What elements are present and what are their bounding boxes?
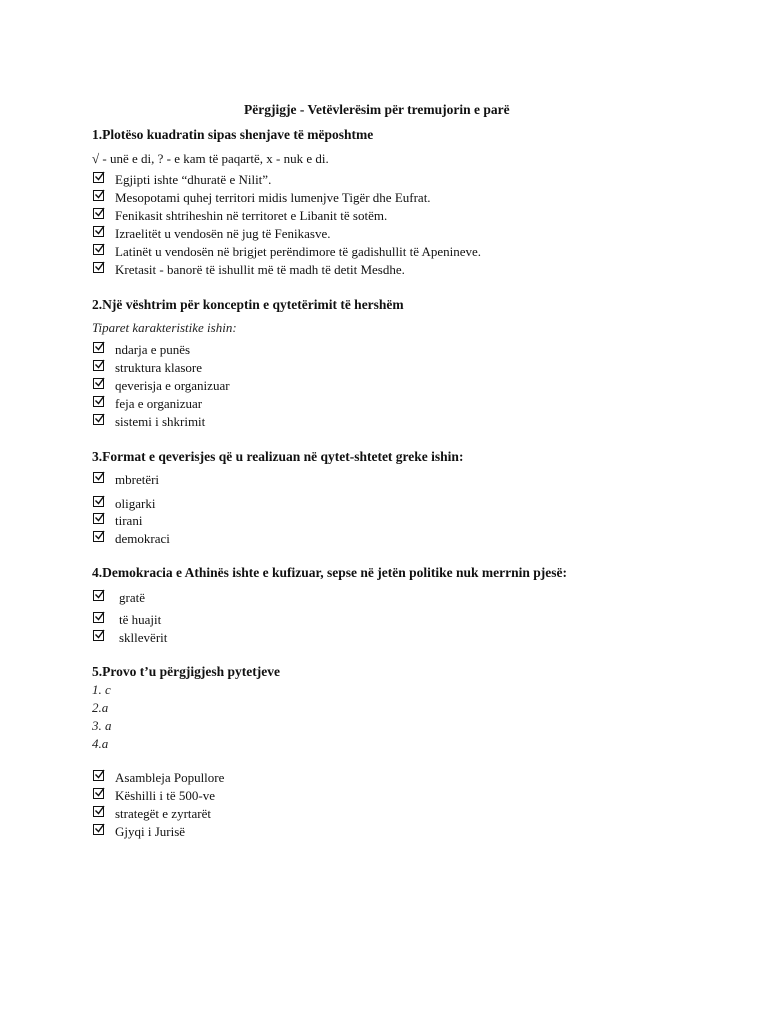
section-4-heading: 4.Demokracia e Athinës ishte e kufizuar, sepse në jetën politike nuk merrnin pjesë: (92, 565, 567, 580)
list-item (93, 413, 205, 430)
list-item-label: qeverisja e organizuar (115, 377, 230, 393)
list-item (93, 341, 190, 358)
checked-box-icon (93, 824, 104, 835)
list-item (93, 769, 224, 786)
list-item (93, 530, 170, 547)
checked-box-icon (93, 806, 104, 817)
section-2-heading: 2.Një vështrim për konceptin e qytetërimit të hershëm (92, 297, 404, 312)
checked-box-icon (93, 396, 104, 407)
checked-box-icon (93, 190, 104, 201)
list-item-label: ndarja e punës (115, 341, 191, 357)
section-1-legend: √ - unë e di, ? - e kam të paqartë, x - nuk e di. (92, 151, 329, 166)
checked-box-icon (93, 226, 104, 237)
list-item-label: mbretëri (115, 471, 160, 487)
checked-box-icon (93, 262, 104, 273)
list-item (93, 823, 185, 840)
list-item (93, 359, 202, 376)
list-item-label: sistemi i shkrimit (115, 413, 206, 429)
list-item-label: Këshilli i të 500-ve (115, 787, 216, 803)
list-item-label: Latinët u vendosën në brigjet perëndimore të gadishullit të Apenineve. (115, 243, 482, 259)
list-item (93, 611, 161, 628)
answer-line: 4.a (92, 736, 109, 751)
list-item-label: Gjyqi i Jurisë (115, 823, 186, 839)
list-item-label: tirani (115, 512, 143, 528)
list-item-label: Mesopotami quhej territori midis lumenjve Tigër dhe Eufrat. (115, 189, 431, 205)
list-item-label: Izraelitët u vendosën në jug të Fenikasve. (115, 225, 331, 241)
list-item (93, 171, 271, 188)
list-item (93, 395, 202, 412)
checked-box-icon (93, 208, 104, 219)
list-item-label: skllevërit (119, 629, 168, 645)
list-item-label: strategët e zyrtarët (115, 805, 211, 821)
checked-box-icon (93, 630, 104, 641)
list-item (93, 471, 159, 488)
list-item-label: Fenikasit shtriheshin në territoret e Libanit të sotëm. (115, 207, 388, 223)
checked-box-icon (93, 360, 104, 371)
checked-box-icon (93, 531, 104, 542)
list-item (93, 629, 167, 646)
list-item (93, 377, 230, 394)
checked-box-icon (93, 378, 104, 389)
checked-box-icon (93, 788, 104, 799)
list-item-label: feja e organizuar (115, 395, 203, 411)
list-item (93, 805, 211, 822)
list-item (93, 787, 215, 804)
checked-box-icon (93, 770, 104, 781)
section-2-subtitle: Tiparet karakteristike ishin: (92, 320, 237, 335)
list-item-label: Egjipti ishte “dhuratë e Nilit”. (115, 171, 272, 187)
checked-box-icon (93, 342, 104, 353)
answer-line: 3. a (92, 718, 112, 733)
checked-box-icon (93, 590, 104, 601)
list-item (93, 243, 481, 260)
checked-box-icon (93, 496, 104, 507)
checked-box-icon (93, 244, 104, 255)
list-item (93, 189, 431, 206)
list-item-label: oligarki (115, 495, 156, 511)
list-item-label: struktura klasore (115, 359, 203, 375)
list-item (93, 512, 142, 529)
section-1-heading: 1.Plotëso kuadratin sipas shenjave të mëposhtme (92, 127, 374, 142)
checked-box-icon (93, 513, 104, 524)
checked-box-icon (93, 414, 104, 425)
list-item (93, 225, 331, 242)
list-item (93, 207, 387, 224)
list-item (93, 261, 405, 278)
checked-box-icon (93, 472, 104, 483)
list-item-label: Kretasit - banorë të ishullit më të madh të detit Mesdhe. (115, 261, 405, 277)
list-item-label: Asambleja Popullore (115, 769, 225, 785)
document-title: Përgjigje - Vetëvlerësim për tremujorin e parë (244, 102, 510, 117)
list-item (93, 589, 145, 606)
list-item (93, 495, 155, 512)
section-5-heading: 5.Provo t’u përgjigjesh pytetjeve (92, 664, 280, 679)
checked-box-icon (93, 612, 104, 623)
checked-box-icon (93, 172, 104, 183)
answer-line: 1. c (92, 682, 111, 697)
list-item-label: gratë (119, 589, 145, 605)
section-3-heading: 3.Format e qeverisjes që u realizuan në qytet-shtetet greke ishin: (92, 449, 464, 464)
list-item-label: të huajit (119, 611, 162, 627)
list-item-label: demokraci (115, 530, 170, 546)
answer-line: 2.a (92, 700, 109, 715)
